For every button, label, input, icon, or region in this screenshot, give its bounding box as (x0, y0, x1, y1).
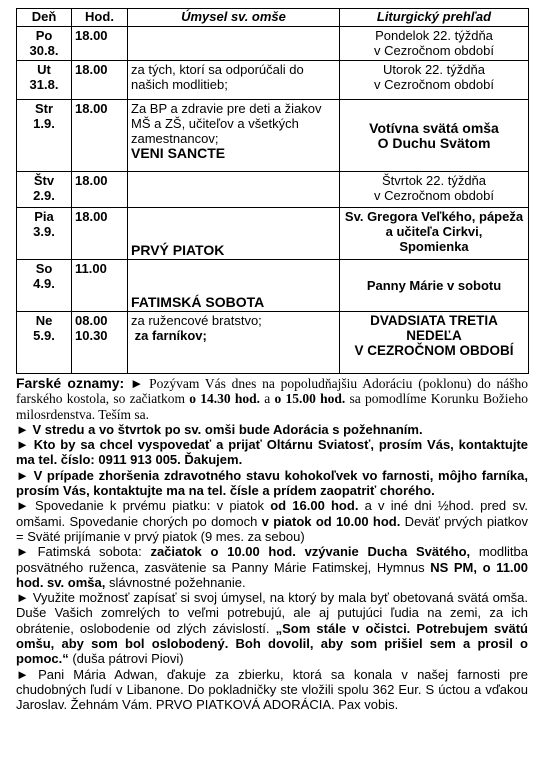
header-den: Deň (17, 9, 72, 27)
hour-cell: 11.00 (72, 260, 128, 312)
intention-cell (128, 27, 340, 61)
header-hod: Hod. (72, 9, 128, 27)
intention-cell: PRVÝ PIATOK (128, 208, 340, 260)
liturgy-cell: Štvrtok 22. týždňa v Cezročnom období (340, 172, 529, 208)
hour-cell: 08.00 10.30 (72, 312, 128, 374)
liturgy-cell: Votívna svätá omša O Duchu Svätom (340, 100, 529, 172)
day-cell: Po 30.8. (17, 27, 72, 61)
liturgy-cell: Sv. Gregora Veľkého, pápeža a učiteľa Cirkvi, Spomienka (340, 208, 529, 260)
announcement-fatima-saturday: ► Fatimská sobota: začiatok o 10.00 hod. vzývanie Ducha Svätého, modlitba posvätného ruženca, zasvätenie sa Panny Márie Fatimskej, Hymnus NS PM, o 11.00 hod. sv. omša, slávnostné požehnanie. (16, 544, 529, 590)
hour-cell: 18.00 (72, 27, 128, 61)
hour-cell: 18.00 (72, 172, 128, 208)
mass-schedule-table (16, 8, 529, 374)
hour-cell: 18.00 (72, 61, 128, 100)
hour-cell: 18.00 (72, 208, 128, 260)
liturgy-cell: Pondelok 22. týždňa v Cezročnom období (340, 27, 529, 61)
announcement-confession: ► Kto by sa chcel vyspovedať a prijať Oltárnu Sviatosť, prosím Vás, kontaktujte ma tel. číslo: 0911 913 005. Ďakujem. (16, 437, 528, 468)
intention-cell: Za BP a zdravie pre deti a žiakov MŠ a ZŠ, učiteľov a všetkých zamestnancov; VENI SANCTE (128, 100, 340, 172)
table-header-row (17, 9, 529, 27)
hour-cell: 18.00 (72, 100, 128, 172)
table-row (17, 61, 529, 100)
table-row (17, 208, 529, 260)
intention-cell: za ružencové bratstvo; za farníkov; (128, 312, 340, 374)
bulletin (16, 8, 528, 713)
day-cell: Pia 3.9. (17, 208, 72, 260)
intention-cell: za tých, ktorí sa odporúčali do našich modlitieb; (128, 61, 340, 100)
parish-announcements (16, 376, 528, 713)
liturgy-cell: DVADSIATA TRETIA NEDEĽA V CEZROČNOM OBDOBÍ (340, 312, 529, 374)
day-cell: Str 1.9. (17, 100, 72, 172)
announcement-first-friday: ► Spovedanie k prvému piatku: v piatok od 16.00 hod. a v iné dni ½hod. pred sv. omšami. Spovedanie chorých po domoch v piatok od 10.00 hod. Deväť prvých piatkov = Sväté prijímanie v prvý piatok (9 mes. za sebou) (16, 498, 529, 544)
table-row (17, 100, 529, 172)
announcement-sick: ► V prípade zhoršenia zdravotného stavu kohokoľvek vo farnosti, môjho farníka, prosím Vás, kontaktujte ma na tel. čísle a prídem zaopatriť chorého. (16, 467, 528, 499)
announcement-adoration-midweek: ► V stredu a vo štvrtok po sv. omši bude Adorácia s požehnaním. (16, 421, 423, 437)
announcement-thanks: ► Pani Mária Adwan, ďakuje za zbierku, ktorá sa konala v našej farnosti pre chudobných ľudí v Libanone. Do pokladničky ste vložili spolu 362 Eur. S úctou a vďakou Jaroslav. Žehnám Vám. PRVO PIATKOVÁ ADORÁCIA. Pax vobis. (16, 666, 528, 713)
header-liturgicky: Liturgický prehľad (340, 9, 529, 27)
liturgy-cell: Panny Márie v sobotu (340, 260, 529, 312)
announcements-label: Farské oznamy: (16, 375, 125, 391)
intention-cell: FATIMSKÁ SOBOTA (128, 260, 340, 312)
announcement-adoration: Farské oznamy: ► Pozývam Vás dnes na popoludňajšiu Adoráciu (poklonu) do nášho farského kostola, so začiatkom o 14.30 hod. a o 15.00 hod. sa pomodlíme Korunku Božieho milosrdenstva. Teším sa. (16, 375, 528, 422)
liturgy-cell: Utorok 22. týždňa v Cezročnom období (340, 61, 529, 100)
day-cell: Ut 31.8. (17, 61, 72, 100)
table-row (17, 312, 529, 374)
announcement-mass-intentions: ► Využite možnosť zapísať si svoj úmysel, na ktorý by mala byť obetovaná svätá omša. Duše Vašich zomrelých to veľmi potrebujú, ale aj putujúci ľudia na zemi, za ich obrátenie, oslobodenie od zlých závislostí. „Som stále v očistci. Potrebujem svätú omšu, aby som bol oslobodený. Boh dovolil, aby som prišiel sem a prosil o pomoc.“ (duša pátrovi Piovi) (16, 590, 528, 667)
day-cell: So 4.9. (17, 260, 72, 312)
table-row (17, 27, 529, 61)
day-cell: Ne 5.9. (17, 312, 72, 374)
table-row (17, 172, 529, 208)
header-umysel: Úmysel sv. omše (128, 9, 340, 27)
intention-cell (128, 172, 340, 208)
day-cell: Štv 2.9. (17, 172, 72, 208)
table-row (17, 260, 529, 312)
